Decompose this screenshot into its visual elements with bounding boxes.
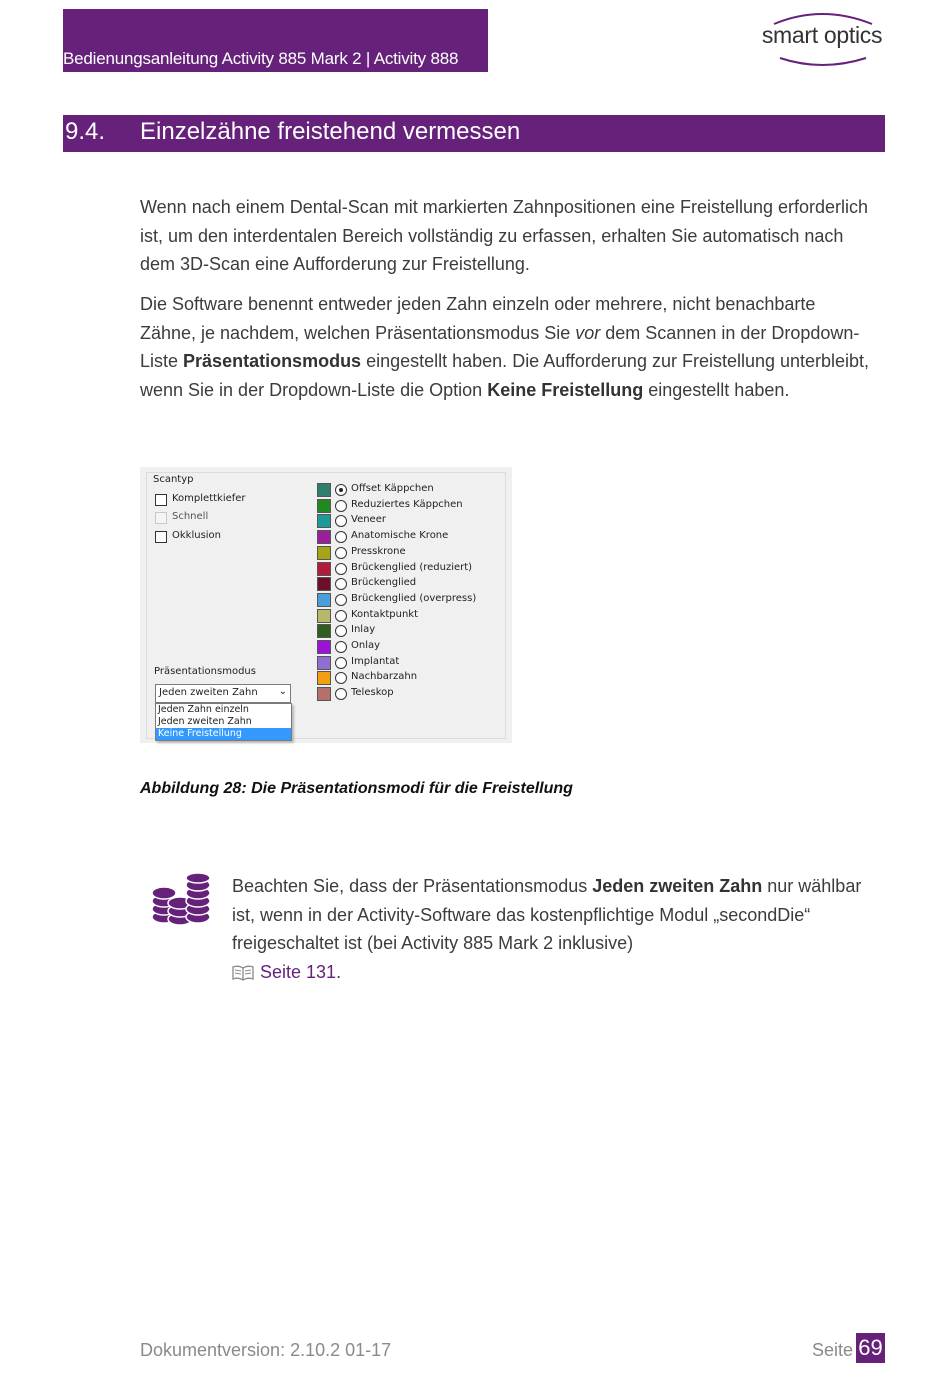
page-reference-link[interactable] xyxy=(232,962,336,982)
color-swatch xyxy=(317,499,331,513)
checkbox-label: Okklusion xyxy=(172,530,222,541)
restoration-label: Kontaktpunkt xyxy=(351,608,419,620)
text-run: . xyxy=(336,962,342,983)
bold-term: Präsentationsmodus xyxy=(183,351,362,372)
checkbox-label: Schnell xyxy=(172,511,209,522)
restoration-label: Anatomische Krone xyxy=(351,530,449,542)
dropdown-option-selected[interactable]: Keine Freistellung xyxy=(156,728,291,740)
restoration-label: Implantat xyxy=(351,655,400,667)
color-swatch xyxy=(317,483,331,497)
dropdown-options-list xyxy=(155,703,292,741)
document-version: Dokumentversion: 2.10.2 01-17 xyxy=(140,1340,392,1360)
scan-settings-panel xyxy=(146,472,506,739)
mode-paragraph xyxy=(140,290,875,405)
restoration-radio[interactable] xyxy=(335,610,347,622)
color-swatch xyxy=(317,609,331,623)
color-swatch xyxy=(317,593,331,607)
checkbox-okklusion[interactable] xyxy=(155,531,167,543)
restoration-label: Brückenglied xyxy=(351,577,417,589)
chevron-down-icon[interactable]: ⌄ xyxy=(278,686,287,697)
intro-paragraph: Wenn nach einem Dental-Scan mit markierten Zahnpositionen eine Freistellung erforderlich ist, um den interdentalen Bereich vollständig zu erfassen, erhalten Sie automatisch nach dem 3D-Scan eine Aufforderung zur Freistellung. xyxy=(140,197,869,275)
dropdown-option[interactable]: Jeden Zahn einzeln xyxy=(158,704,249,715)
restoration-radio[interactable] xyxy=(335,531,347,543)
restoration-radio[interactable] xyxy=(335,641,347,653)
coins-icon xyxy=(150,873,214,927)
section-heading xyxy=(63,115,885,152)
reference-text: Seite 131 xyxy=(260,962,337,983)
text-run: dem Scannen in der Dropdown-Liste xyxy=(140,322,860,372)
restoration-radio[interactable] xyxy=(335,578,347,590)
page-label: Seite xyxy=(812,1340,854,1360)
note-text xyxy=(232,872,872,987)
dropdown-value: Jeden zweiten Zahn xyxy=(159,687,258,698)
section-number: 9.4. xyxy=(65,118,106,145)
dropdown-option[interactable]: Jeden zweiten Zahn xyxy=(158,716,252,727)
restoration-radio[interactable] xyxy=(335,500,347,512)
restoration-radio[interactable] xyxy=(335,484,347,496)
text-run: eingestellt haben. Die Aufforderung zur Freistellung unterbleibt, wenn Sie in der Dropdown-Liste die Option xyxy=(140,351,870,401)
restoration-label: Teleskop xyxy=(351,687,394,699)
restoration-label: Nachbarzahn xyxy=(351,671,418,683)
section-title: Einzelzähne freistehend vermessen xyxy=(140,118,521,145)
restoration-label: Inlay xyxy=(351,624,376,636)
restoration-label: Brückenglied (reduziert) xyxy=(351,561,473,573)
bold-term: Jeden zweiten Zahn xyxy=(592,876,763,896)
header-title: Bedienungsanleitung Activity 885 Mark 2 | Activity 888 xyxy=(63,49,459,68)
restoration-radio[interactable] xyxy=(335,657,347,669)
presentation-mode-label: Präsentationsmodus xyxy=(154,666,256,677)
restoration-label: Veneer xyxy=(351,514,386,526)
presentation-mode-dropdown[interactable] xyxy=(155,684,291,703)
color-swatch xyxy=(317,687,331,701)
emphasis-text: vor xyxy=(575,322,601,343)
restoration-radio[interactable] xyxy=(335,547,347,559)
restoration-label: Reduziertes Käppchen xyxy=(351,498,463,510)
checkbox-schnell[interactable] xyxy=(155,512,167,524)
text-run: eingestellt haben. xyxy=(643,380,790,401)
color-swatch xyxy=(317,562,331,576)
text-run: Die Software benennt entweder jeden Zahn einzeln oder mehrere, nicht benachbarte Zähne, je nachdem, welchen Präsentationsmodus Sie xyxy=(140,294,816,343)
checkbox-komplettkiefer[interactable] xyxy=(155,494,167,506)
restoration-radio[interactable] xyxy=(335,672,347,684)
figure-caption: Abbildung 28: Die Präsentationsmodi für die Freistellung xyxy=(140,780,573,797)
checkbox-label: Komplettkiefer xyxy=(172,493,246,504)
color-swatch xyxy=(317,514,331,528)
restoration-label: Onlay xyxy=(351,640,381,651)
smart-optics-logo xyxy=(760,8,884,70)
page-number: 69 xyxy=(856,1333,885,1363)
color-swatch xyxy=(317,577,331,591)
restoration-radio[interactable] xyxy=(335,688,347,700)
color-swatch xyxy=(317,624,331,638)
bold-term: Keine Freistellung xyxy=(487,380,644,401)
restoration-radio[interactable] xyxy=(335,515,347,527)
restoration-radio[interactable] xyxy=(335,625,347,637)
restoration-radio[interactable] xyxy=(335,594,347,606)
scantyp-label: Scantyp xyxy=(153,474,194,485)
restoration-radio[interactable] xyxy=(335,563,347,575)
logo-text: smart optics xyxy=(761,22,883,48)
text-run: Beachten Sie, dass der Präsentationsmodus xyxy=(232,876,593,896)
book-icon xyxy=(232,965,254,981)
text-run: nur wählbar ist, wenn in der Activity-Software das kostenpflichtige Modul „secondDie“ freigeschaltet ist (bei Activity 885 Mark 2 inklusive) xyxy=(232,876,862,954)
color-swatch xyxy=(317,671,331,685)
figure-screenshot xyxy=(140,467,512,743)
color-swatch xyxy=(317,656,331,670)
restoration-label: Presskrone xyxy=(351,545,406,557)
color-swatch xyxy=(317,640,331,654)
color-swatch xyxy=(317,530,331,544)
restoration-label: Brückenglied (overpress) xyxy=(351,592,477,604)
color-swatch xyxy=(317,546,331,560)
restoration-label: Offset Käppchen xyxy=(351,483,434,494)
